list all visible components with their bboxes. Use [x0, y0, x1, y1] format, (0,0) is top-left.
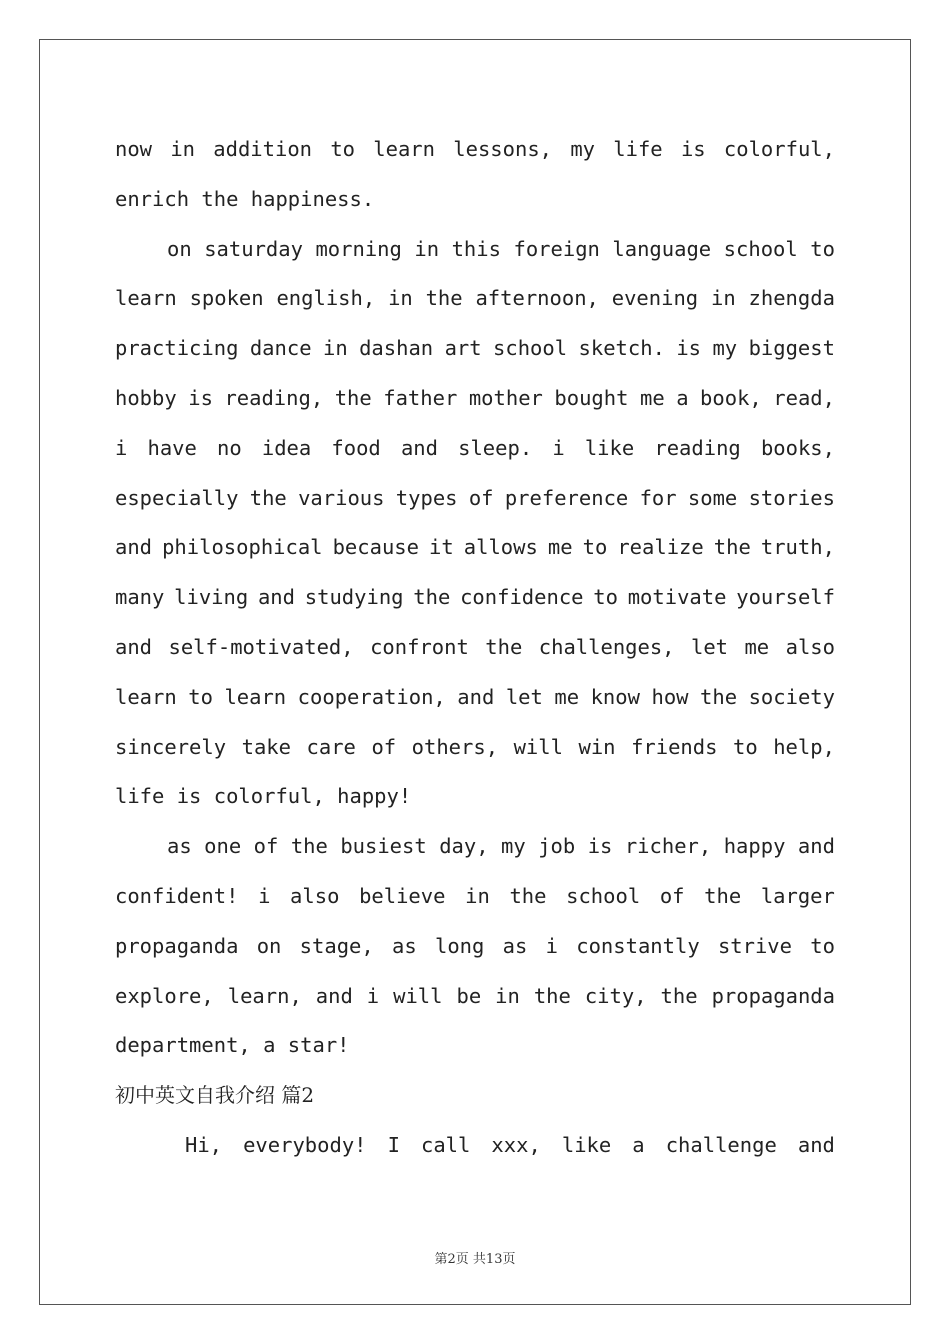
word: as — [502, 933, 528, 958]
word: motivate — [627, 585, 727, 610]
word: colorful, — [723, 137, 835, 161]
word: to — [330, 137, 355, 161]
word: also — [785, 634, 835, 659]
word: win — [578, 734, 616, 759]
word: as — [392, 933, 417, 958]
word: school — [493, 336, 568, 361]
word: art — [444, 336, 482, 361]
page-number-footer: 第2页 共13页 — [434, 1252, 516, 1267]
word: challenges, — [538, 634, 675, 659]
word: to — [593, 585, 618, 610]
word: like — [584, 435, 635, 460]
word: i — [115, 435, 128, 460]
word: confront — [370, 634, 469, 659]
word: saturday — [204, 236, 303, 261]
word: will — [393, 983, 443, 1008]
word: i — [545, 933, 558, 958]
text-line — [115, 424, 835, 474]
word: and — [797, 1132, 835, 1157]
word: read, — [773, 385, 835, 410]
word: i — [366, 983, 380, 1008]
word: of — [659, 883, 685, 908]
text-line: department, a star! — [115, 1033, 350, 1058]
word: the — [334, 385, 372, 410]
text-line — [115, 324, 835, 374]
word: to — [582, 535, 608, 560]
text-line — [115, 922, 835, 972]
text-line — [115, 523, 835, 573]
word: the — [509, 883, 547, 908]
word: me — [547, 535, 573, 560]
word: larger — [760, 883, 835, 908]
text-line — [115, 623, 835, 673]
word: strive — [717, 933, 792, 958]
word: propaganda — [115, 933, 239, 958]
word: the — [700, 684, 738, 709]
word: preference — [504, 485, 629, 510]
word: of — [253, 834, 279, 859]
word: propaganda — [711, 983, 835, 1008]
word: sketch. — [578, 336, 665, 361]
word: day, — [439, 834, 489, 859]
paragraph-start-line — [115, 822, 835, 872]
text-line — [115, 374, 835, 424]
word: also — [290, 883, 340, 908]
word: in — [465, 883, 490, 908]
word: in — [414, 236, 440, 261]
word: sincerely — [115, 734, 227, 759]
word: practicing — [115, 336, 239, 361]
text-line — [115, 125, 835, 175]
word: me — [744, 634, 770, 659]
word: take — [241, 734, 291, 759]
word: the — [485, 634, 523, 659]
text-line — [115, 474, 835, 524]
word: in — [495, 983, 520, 1008]
word: a — [632, 1132, 645, 1157]
word: others, — [411, 734, 499, 759]
word: dance — [249, 336, 312, 361]
text-line — [115, 274, 835, 324]
word: yourself — [736, 585, 835, 610]
word: the — [290, 834, 328, 859]
word: is — [188, 385, 213, 410]
word: on — [256, 933, 282, 958]
text-line — [115, 972, 835, 1022]
word: the — [249, 485, 287, 510]
word: english, — [276, 286, 376, 311]
word: cooperation, — [297, 684, 446, 709]
word: I — [387, 1132, 400, 1157]
word: especially — [115, 485, 239, 510]
word: care — [306, 734, 356, 759]
word: mother — [468, 385, 543, 410]
word: me — [639, 385, 665, 410]
paragraph-start-line — [115, 225, 835, 275]
word: everybody! — [243, 1132, 367, 1157]
word: bought — [554, 385, 629, 410]
word: is — [587, 834, 613, 859]
word: help, — [773, 734, 835, 759]
word: father — [383, 385, 458, 410]
word: studying — [304, 585, 404, 610]
word: as — [167, 834, 192, 859]
word: is — [676, 336, 702, 361]
word: the — [413, 585, 451, 610]
word: happy — [723, 834, 786, 859]
word: city, — [584, 983, 647, 1008]
word: no — [217, 435, 242, 460]
word: will — [513, 734, 563, 759]
word: idea — [261, 435, 312, 460]
word: one — [204, 834, 242, 859]
word: the — [713, 535, 751, 560]
word: various — [298, 485, 385, 510]
word: dashan — [359, 336, 434, 361]
word: i — [258, 883, 271, 908]
word: learn — [115, 286, 177, 311]
word: many — [115, 585, 165, 610]
text-line — [115, 573, 835, 623]
word: reading, — [224, 385, 324, 410]
word: Hi, — [185, 1132, 223, 1157]
word: in — [388, 286, 413, 311]
word: stories — [748, 485, 835, 510]
word: realize — [617, 535, 704, 560]
word: school — [723, 236, 798, 261]
word: evening — [611, 286, 699, 311]
word: long — [434, 933, 485, 958]
word: truth, — [760, 535, 835, 560]
word: the — [660, 983, 698, 1008]
word: this — [451, 236, 501, 261]
word: my — [501, 834, 526, 859]
text-line — [115, 723, 835, 773]
word: lessons, — [453, 137, 553, 161]
section-heading: 初中英文自我介绍 篇2 — [115, 1083, 315, 1108]
word: richer, — [624, 834, 712, 859]
word: the — [533, 983, 571, 1008]
word: and — [400, 435, 438, 460]
word: some — [687, 485, 738, 510]
word: like — [561, 1132, 612, 1157]
word: and — [257, 585, 295, 610]
document-body — [115, 125, 835, 1171]
word: is — [680, 137, 706, 161]
word: the — [425, 286, 463, 311]
word: believe — [359, 883, 446, 908]
word: philosophical — [162, 535, 323, 560]
word: call — [420, 1132, 471, 1157]
word: how — [651, 684, 689, 709]
word: to — [188, 684, 213, 709]
word: explore, — [115, 983, 214, 1008]
word: my — [712, 336, 738, 361]
word: on — [167, 236, 192, 261]
word: biggest — [748, 336, 835, 361]
word: language — [612, 236, 712, 261]
word: food — [331, 435, 381, 460]
word: to — [810, 933, 835, 958]
word: and — [315, 983, 353, 1008]
word: a — [676, 385, 689, 410]
word: in — [710, 286, 736, 311]
word: my — [570, 137, 595, 161]
word: and — [457, 684, 495, 709]
word: book, — [700, 385, 762, 410]
paragraph-start-line — [115, 1121, 835, 1171]
word: now — [115, 137, 153, 161]
word: and — [115, 535, 153, 560]
word: in — [170, 137, 195, 161]
word: stage, — [299, 933, 374, 958]
word: challenge — [665, 1132, 777, 1157]
word: types — [395, 485, 458, 510]
word: foreign — [513, 236, 600, 261]
word: be — [456, 983, 482, 1008]
word: friends — [631, 734, 718, 759]
word: living — [174, 585, 249, 610]
word: spoken — [189, 286, 264, 311]
word: confident! — [115, 883, 239, 908]
word: hobby — [115, 385, 177, 410]
word: and — [115, 634, 153, 659]
word: i — [552, 435, 565, 460]
word: let — [505, 684, 543, 709]
word: for — [639, 485, 677, 510]
word: xxx, — [491, 1132, 541, 1157]
word: me — [554, 684, 580, 709]
word: self-motivated, — [168, 634, 354, 659]
word: the — [704, 883, 742, 908]
word: constantly — [576, 933, 700, 958]
word: because — [332, 535, 419, 560]
word: confidence — [460, 585, 584, 610]
word: of — [468, 485, 494, 510]
word: in — [322, 336, 348, 361]
word: and — [797, 834, 835, 859]
text-line: life is colorful, happy! — [115, 784, 412, 809]
word: learn — [373, 137, 435, 161]
text-line — [115, 872, 835, 922]
word: reading — [654, 435, 741, 460]
word: have — [147, 435, 197, 460]
word: job — [538, 834, 576, 859]
word: books, — [760, 435, 835, 460]
word: it — [429, 535, 454, 560]
word: life — [613, 137, 663, 161]
text-line — [115, 673, 835, 723]
word: society — [748, 684, 835, 709]
word: afternoon, — [475, 286, 599, 311]
word: of — [371, 734, 397, 759]
word: allows — [463, 535, 538, 560]
word: to — [733, 734, 758, 759]
word: let — [690, 634, 729, 659]
word: busiest — [340, 834, 427, 859]
word: know — [590, 684, 640, 709]
word: sleep. — [458, 435, 533, 460]
word: learn — [224, 684, 287, 709]
word: addition — [213, 137, 313, 161]
word: zhengda — [748, 286, 835, 311]
word: morning — [315, 236, 402, 261]
word: learn — [115, 684, 177, 709]
word: school — [566, 883, 641, 908]
word: to — [810, 236, 835, 261]
word: learn, — [227, 983, 302, 1008]
text-line: enrich the happiness. — [115, 186, 375, 211]
